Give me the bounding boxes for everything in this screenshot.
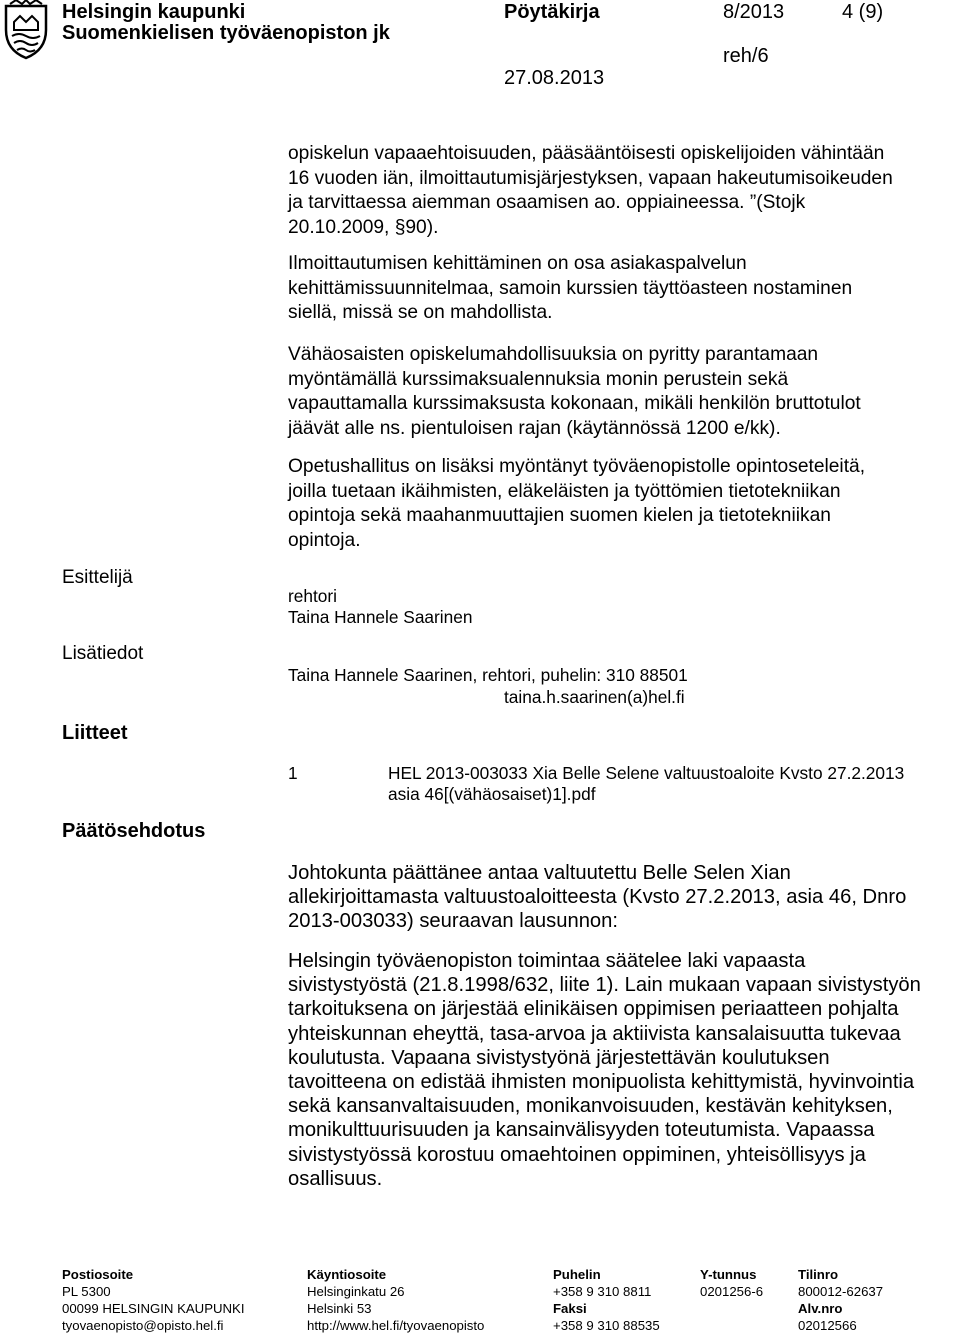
footer-vat-heading: Alv.nro [798,1301,843,1316]
text-line: tarkoituksena on järjestää elinikäisen oppimisen periaatteen pohjalta [288,998,899,1021]
text-line: joilla tuetaan ikäihmisten, eläkeläisten ja työttömien tietotekniikan [288,480,841,502]
text-line: vapauttamalla kurssimaksusta kokonaan, mikäli henkilön bruttotulot [288,393,861,414]
footer-postal-code: 00099 HELSINGIN KAUPUNKI [62,1301,245,1316]
text-line: tavoitteena on edistää ihmisten monipuolista kehittymistä, hyvinvointia [288,1071,915,1094]
footer-account: 800012-62637 [798,1284,884,1299]
header-doc-number: 8/2013 [723,1,785,23]
footer-business-id-heading: Y-tunnus [700,1267,757,1282]
helsinki-crest-logo [0,0,52,62]
text-line: siellä, missä se on mahdollista. [288,302,553,323]
text-line: sivistystyöstä (21.8.1998/632, liite 1). Lain mukaan vapaan sivistystyön [288,974,921,997]
text-line: Johtokunta päättänee antaa valtuutettu Belle Selen Xian [288,862,791,884]
footer-account-heading: Tilinro [798,1267,839,1282]
text-line: monikulttuurisuuden ja kansainvälisyyden toteutumista. Vapaassa [288,1119,875,1142]
text-line: jäävät alle ns. pientuloisen rajan (käytännössä 1200 e/kk). [288,417,781,439]
text-line: kehittämissuunnitelmaa, samoin kurssien täyttöasteen nostaminen [288,277,853,299]
text-line: osallisuus. [288,1167,383,1190]
attachment-number: 1 [288,763,298,783]
footer-postal-box: PL 5300 [62,1284,111,1299]
attachment-filename[interactable]: asia 46[(vähäosaiset)1].pdf [388,784,596,804]
text-line: 20.10.2009, §90). [288,216,439,238]
paragraph-fee-discounts [288,343,928,441]
footer-fax: +358 9 310 88535 [553,1318,660,1333]
footer-fax-heading: Faksi [553,1301,587,1316]
text-line: allekirjoittamasta valtuustoaloitteesta (Kvsto 27.2.2013, asia 46, Dnro [288,886,907,909]
text-line: opintoja. [288,529,361,551]
footer-vat: 02012566 [798,1318,857,1333]
text-line: opintoja sekä maahanmuuttajien suomen kielen ja tietotekniikan [288,505,831,526]
header-department: Suomenkielisen työväenopiston jk [62,22,390,44]
text-line: ja tarvittaessa aiemman osaamisen ao. oppiaineessa. ”(Stojk [288,192,806,213]
header-date: 27.08.2013 [504,67,605,89]
text-line: Ilmoittautumisen kehittäminen on osa asiakaspalvelun [288,253,747,274]
paragraph-study-vouchers [288,455,928,553]
footer-visit-heading: Käyntiosoite [307,1267,387,1282]
text-line: yhteiskunnan eheyttä, tasa-arvoa ja aktiivista kansalaisuutta tukevaa [288,1022,901,1045]
attachments-heading: Liitteet [62,722,128,744]
info-email: taina.h.saarinen(a)hel.fi [504,687,685,707]
header-org: Helsingin kaupunki [62,1,246,23]
header-section: reh/6 [723,45,769,67]
footer-city: Helsinki 53 [307,1301,372,1316]
info-label: Lisätiedot [62,643,144,664]
footer-postal-heading: Postiosoite [62,1267,134,1282]
paragraph-registration-development [288,252,928,326]
header-page-number: 4 (9) [842,1,884,23]
text-line: sivistystyössä korostuu omaehtoinen oppiminen, yhteisöllisyys ja [288,1143,866,1166]
footer-business-id: 0201256-6 [700,1284,764,1299]
text-line: myöntämällä kurssimaksualennuksia monin perustein sekä [288,368,789,390]
paragraph-proposal [288,861,928,934]
text-line: opiskelun vapaaehtoisuuden, pääsääntöisesti opiskelijoiden vähintään [288,143,885,164]
text-line: Helsingin työväenopiston toimintaa säätelee laki vapaasta [288,950,806,972]
text-line: sekä kansanvaltaisuuden, monikanvoisuuden, kestävän kehityksen, [288,1095,893,1118]
text-line: Vähäosaisten opiskelumahdollisuuksia on pyritty parantamaan [288,344,819,365]
info-contact: Taina Hannele Saarinen, rehtori, puhelin: 310 88501 [288,665,688,685]
proposal-heading: Päätösehdotus [62,820,206,842]
footer-email[interactable]: tyovaenopisto@opisto.hel.fi [62,1318,224,1333]
paragraph-statement [288,949,928,1191]
footer-street: Helsinginkatu 26 [307,1284,405,1299]
text-line: koulutusta. Vapaana sivistystyönä järjestettävän koulutuksen [288,1046,830,1069]
footer-phone: +358 9 310 8811 [553,1284,652,1299]
presenter-title: rehtori [288,586,337,606]
text-line: 16 vuoden iän, ilmoittautumisjärjestyksen, vapaan hakeutumisoikeuden [288,167,893,189]
header-doc-type: Pöytäkirja [504,1,600,23]
presenter-name: Taina Hannele Saarinen [288,607,473,627]
paragraph-enrolment-criteria [288,142,928,240]
text-line: Opetushallitus on lisäksi myöntänyt työväenopistolle opintoseteleitä, [288,456,866,477]
footer-website[interactable]: http://www.hel.fi/tyovaenopisto [307,1318,485,1333]
attachment-link[interactable]: HEL 2013-003033 Xia Belle Selene valtuustoaloite Kvsto 27.2.2013 [388,763,905,783]
footer-phone-heading: Puhelin [553,1267,601,1282]
presenter-label: Esittelijä [62,567,133,588]
text-line: 2013-003033) seuraavan lausunnon: [288,910,618,933]
